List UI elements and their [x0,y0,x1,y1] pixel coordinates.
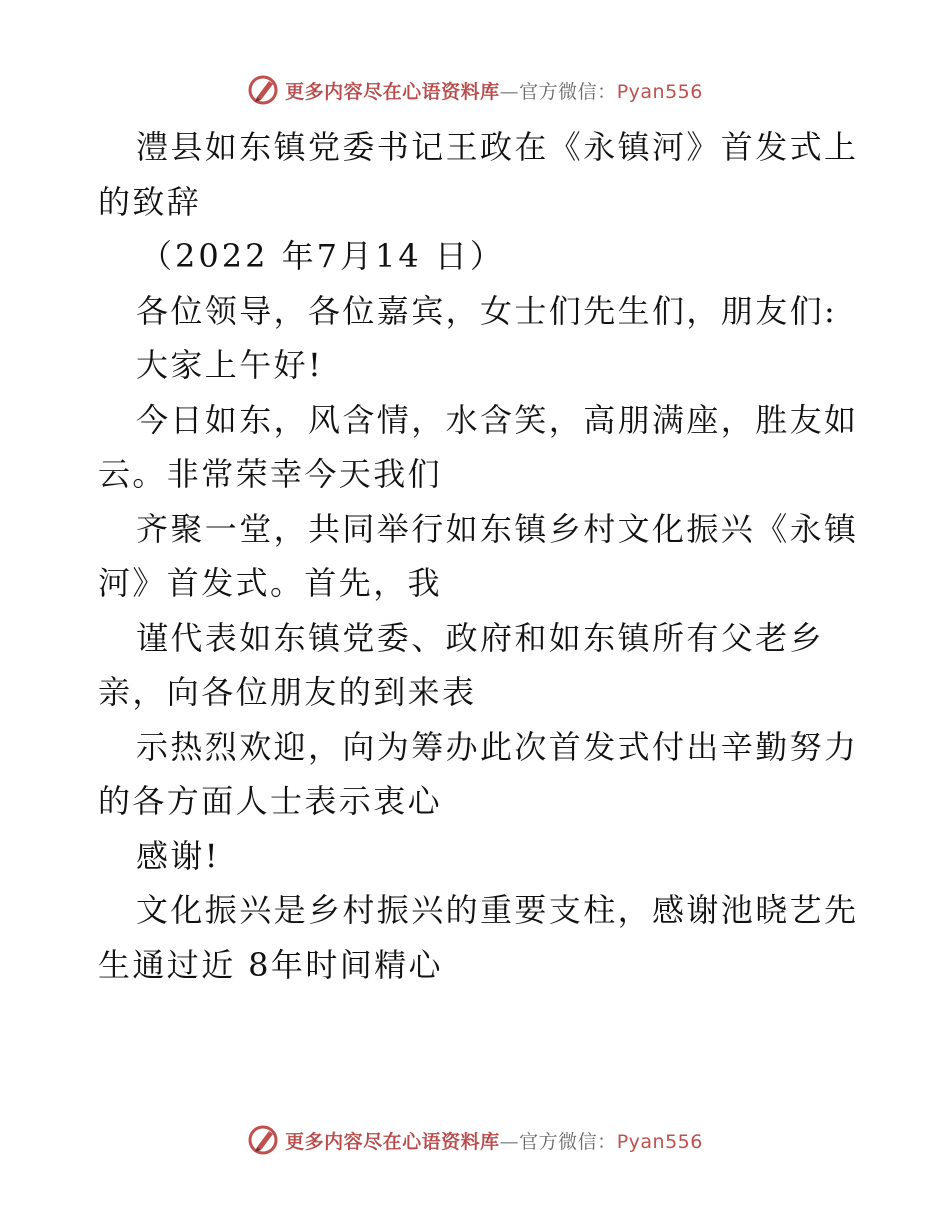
morning-greeting: 大家上午好! [136,346,324,384]
speech-date: （2022 年7月14 日） [140,237,505,275]
paragraph-line: 示热烈欢迎，向为筹办此次首发式付出辛勤努力 [136,727,859,766]
pen-logo-icon [247,73,281,107]
greeting-line: 各位领导，各位嘉宾，女士们先生们，朋友们: [136,291,838,330]
watermark-text: 更多内容尽在心语资料库—官方微信：Pyan556 [285,80,703,103]
speech-title-line-2: 的致辞 [98,182,202,221]
watermark-text: 更多内容尽在心语资料库—官方微信：Pyan556 [285,1130,703,1153]
paragraph-line: 生通过近 8年时间精心 [98,945,443,984]
paragraph-line: 的各方面人士表示衷心 [98,782,443,820]
paragraph-line: 河》首发式。首先，我 [98,564,443,602]
paragraph-line: 文化振兴是乡村振兴的重要支柱，感谢池晓艺先 [136,891,859,929]
speech-title-line-1: 澧县如东镇党委书记王政在《永镇河》首发式上 [136,128,859,166]
paragraph-line: 亲，向各位朋友的到来表 [98,673,477,711]
speech-body [98,120,858,992]
paragraph-line: 谨代表如东镇党委、政府和如东镇所有父老乡 [136,618,825,657]
paragraph-line: 感谢! [136,836,221,875]
pen-logo-icon [247,1123,281,1157]
watermark-header [0,72,950,108]
paragraph-line: 齐聚一堂，共同举行如东镇乡村文化振兴《永镇 [136,509,859,548]
paragraph-line: 今日如东，风含情，水含笑，高朋满座，胜友如 [136,400,859,439]
watermark-footer [0,1122,950,1158]
paragraph-line: 云。非常荣幸今天我们 [98,455,443,493]
